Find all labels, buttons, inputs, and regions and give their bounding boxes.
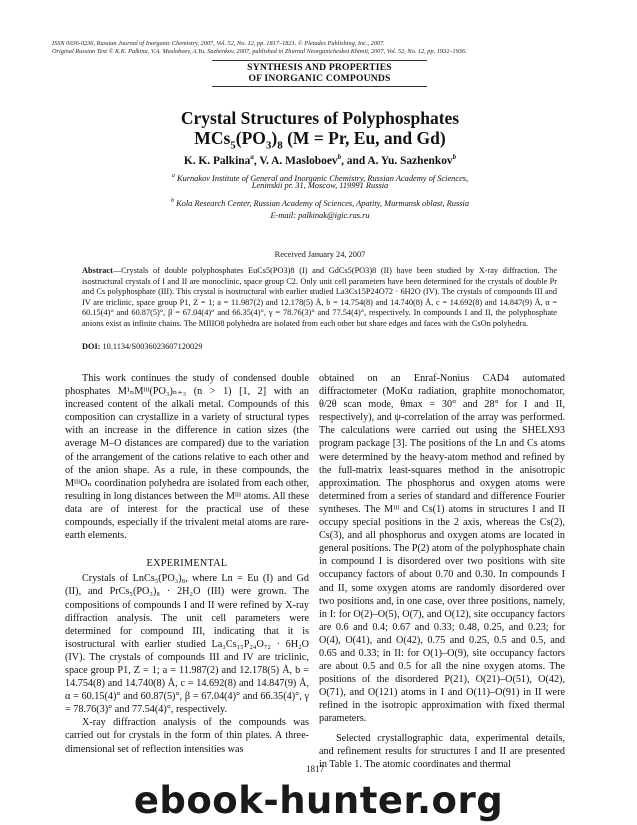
- article-title: Crystal Structures of Polyphosphates: [180, 108, 460, 128]
- author-sazhenkov: A. Yu. Sazhenkov: [367, 154, 453, 167]
- doi-link[interactable]: 10.1134/S0036023607120029: [102, 342, 203, 351]
- table-reference-paragraph: Selected crystallographic data, experimental details, and refinement results for structures I and II are presented in Table 1. The atomic coordinates and thermal: [319, 732, 565, 770]
- affiliation-a-address: Leninskii pr. 31, Moscow, 119991 Russia: [251, 181, 389, 190]
- section-rule-bottom: [212, 86, 427, 87]
- experimental-paragraph-2: X-ray diffraction analysis of the compounds was carried out for crystals in the form of thin plates. A three-dimensional set of reflection intensities was: [65, 717, 309, 755]
- contact-email[interactable]: E-mail: palkinak@igic.ras.ru: [270, 211, 370, 220]
- methods-paragraph: obtained on an Enraf-Nonius CAD4 automated diffractometer (MoKα radiation, graphite monochomator, θ/2θ scan mode, θmax = 30° and 28° for I and II, respectively), and ψ-correlation of the array was performed. The calculations were carried out using the SHELX93 program package [3]. The positions of the Ln and Cs atoms were determined by the heavy-atom method and refined by the full-matrix least-squares method in the anisotropic approximation. The phosphorus and oxygen atoms were determined from a series of standard and difference Fourier syntheses. The Mᴵᴵᴵ and Cs(1) atoms in structures I and II occupy special positions in the 2 axis, whereas the Cs(2), Cs(3), and all phosphorus and oxygen atoms are located in general positions. The P(2) atom of the polyphosphate chain in compound I is disordered over two positions with site occupancy factors of about 0.70 and 0.30. In compounds I and II, some oxygen atoms are randomly disordered over two positions and, in one case, over three positions, namely, in I: for O(2)–O(5), O(7), and O(12), site occupancy factors are 0.6 and 0.4; 0.67 and 0.33; 0.48, 0.25, and 0.23; for O(4), O(41), and O(42), 0.75 and 0.25, 0.5 and 0.5, and 0.65 and 0.33; in II: for O(1)–O(9), site occupancy factors are about 0.5 and 0.5 for all the nine oxygen atoms. The positions of the disordered P(21), O(21)–O(51), O(42), O(71), and O(121) atoms in I and O(11)–O(91) in II were refined in the isotropic approximation with fixed thermal parameters.: [319, 373, 565, 725]
- section-rule-top: [212, 60, 427, 61]
- author-palkina: K. K. Palkina: [183, 154, 251, 167]
- author-list: K. K. Palkina$^a$, V. A. Masloboev$^b$, and A. Yu. Sazhenkov$^b$: [183, 153, 457, 167]
- affiliation-b: $^b$ Kola Research Center, Russian Academy of Sciences, Apatity, Murmansk oblast, Russia: [170, 198, 470, 208]
- right-column: [319, 372, 565, 771]
- doi-label: DOI:: [82, 342, 101, 351]
- abstract-text: —Crystals of double polyphosphates EuCs5(PO3)8 (I) and GdCs5(PO3)8 (II) have been studied by X-ray diffraction. The isostructural crystals of I and II are monoclinic, space group C2. Only unit cell parameters have been determined for the crystals of double Pr and Cs polyphosphate (III). This crystal is isostructural with earlier studied La3Cs15P24O72 · 6H2O (IV). The crystals of compounds III and IV are triclinic, space group P1, Z = 1; a = 11.987(2) and 12.178(5) Å, b = 14.754(8) and 14.740(8) Å, c = 14.692(8) and 14.847(9) Å, α = 60.15(4)° and 60.87(5)°, β = 67.04(4)° and 66.35(4)°, γ = 78.76(3)° and 77.54(4)°, respectively. In compounds I and II, the polyphosphate anions exist as infinite chains. The MIIIO8 polyhedra are isolated from each other but share edges and faces with the CsOn polyhedra.: [82, 266, 557, 328]
- experimental-heading: EXPERIMENTAL: [146, 558, 228, 570]
- page-number: 1817: [306, 764, 324, 774]
- author-masloboev: V. A. Masloboev: [259, 154, 338, 167]
- section-heading-line1: SYNTHESIS AND PROPERTIES: [247, 62, 392, 73]
- journal-citation-line: ISSN 0036-0236, Russian Journal of Inorganic Chemistry, 2007, Vol. 52, No. 12, pp. 1817–1821. © Pleiades Publishing, Inc., 2007.: [52, 40, 385, 47]
- journal-header: [52, 40, 612, 57]
- affiliation-a: $^a$ Kurnakov Institute of General and Inorganic Chemistry, Russian Academy of Sciences,: [171, 173, 469, 183]
- article-title-formula: $MCs_5(PO_3)_8$ (M = Pr, Eu, and Gd): [194, 128, 446, 152]
- experimental-paragraph-1: Crystals of LnCs₅(PO₃)₈, where Ln = Eu (I) and Gd (II), and PrCs₅(PO₃)₈ · 2H₂O (III) were grown. The compositions of compounds I and II were refined by X-ray diffraction analysis. The unit cell parameters were determined for compound III, indicating that it is isostructural with earlier studied La₃Cs₁₅P₂₄O₇₂ · 6H₂O (IV). The crystals of compounds III and IV are triclinic, space group P1, Z = 1; a = 11.987(2) and 12.178(5) Å, b = 14.754(8) and 14.740(8) Å, c = 14.692(8) and 14.847(9) Å, α = 60.15(4)° and 60.87(5)°, β = 67.04(4)° and 66.35(4)°, γ = 78.76(3)° and 77.54(4)°, respectively.: [65, 573, 309, 716]
- abstract-label: Abstract: [82, 266, 113, 275]
- intro-paragraph: This work continues the study of condensed double phosphates M¹ₙMᴵᴵᴵ(PO₃)ₙ₊₃ (n > 1) [1, 2] with an increased content of the alkali metal. Compounds of this composition can crystallize in a variety of structural types with an increase in the difference in cation sizes (the average M–O distances are compared) due to the variation of the arrangement of the cations relative to each other and of the anion shape. As a rule, in these compounds, the MᴵᴵᴵOₙ coordination polyhedra are isolated from each other, resulting in long distances between the Mᴵᴵᴵ atoms. All these data are of interest for the practical use of these compounds, especially if the trivalent metal atoms are rare-earth elements.: [65, 373, 309, 542]
- original-text-line: Original Russian Text © K.K. Palkina, V.A. Masloboev, A.Yu. Sazhenkov, 2007, published in Zhurnal Neorganicheskoi Khimii, 2007, Vol. 52, No. 12, pp. 1932–1936.: [52, 48, 467, 56]
- section-heading-line2: OF INORGANIC COMPOUNDS: [248, 72, 391, 84]
- left-column: [65, 372, 309, 756]
- section-heading: [212, 63, 427, 84]
- doi: [82, 342, 202, 351]
- watermark: ebook-hunter.org: [133, 779, 504, 822]
- abstract: [82, 266, 557, 329]
- received-date: Received January 24, 2007: [274, 250, 366, 259]
